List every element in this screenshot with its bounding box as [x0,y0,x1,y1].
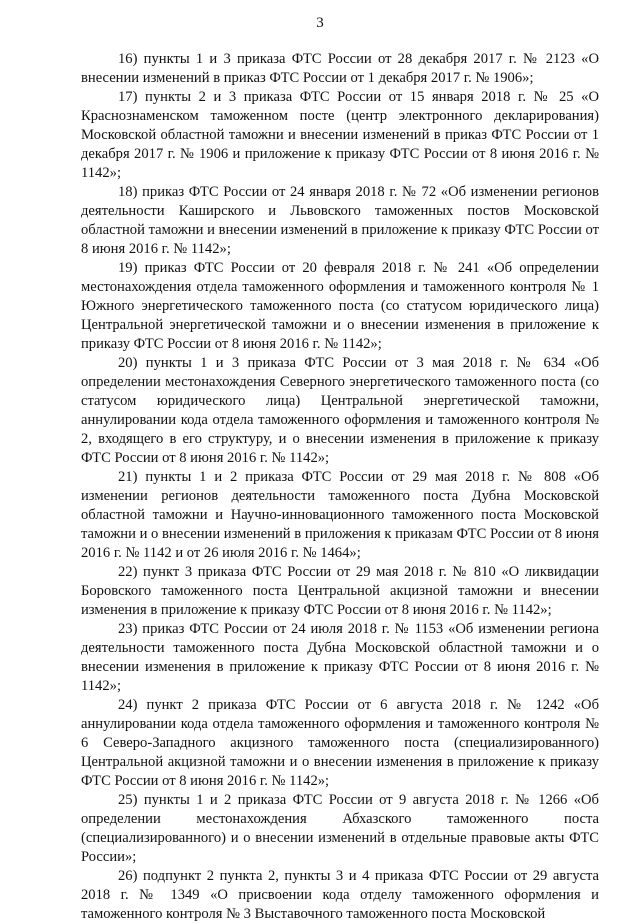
document-body [81,50,599,924]
list-item-22: 22) пункт 3 приказа ФТС России от 29 мая 2018 г. № 810 «О ликвидации Боровского таможенного поста Центральной акцизной таможни и внесении изменения в приложение к приказу ФТС России от 8 июня 2016 г. № 1142»; [81,564,599,618]
list-item-23: 23) приказ ФТС России от 24 июля 2018 г. № 1153 «Об изменении региона деятельности таможенного поста Дубна Московской областной таможни и о внесении изменения в приложение к приказу ФТС России от 8 июня 2016 г. № 1142»; [81,621,599,694]
list-item-26: 26) подпункт 2 пункта 2, пункты 3 и 4 приказа ФТС России от 29 августа 2018 г. № 1349 «О присвоении кода отделу таможенного оформления и таможенного контроля № 3 Выставочного таможенного поста Московской [81,868,599,922]
list-item-20: 20) пункты 1 и 3 приказа ФТС России от 3 мая 2018 г. № 634 «Об определении местонахождения Северного энергетического таможенного поста (со статусом юридического лица) Центральной энергетической таможни, аннулировании кода отдела таможенного оформления и таможенного контроля № 2, входящего в его структуру, и о внесении изменения в приложение к приказу ФТС России от 8 июня 2016 г. № 1142»; [81,355,599,466]
list-item-24: 24) пункт 2 приказа ФТС России от 6 августа 2018 г. № 1242 «Об аннулировании кода отдела таможенного оформления и таможенного контроля № 6 Северо-Западного акцизного таможенного поста (специализированного) Центральной акцизной таможни и о внесении изменения в приложение к приказу ФТС России от 8 июня 2016 г. № 1142»; [81,697,599,789]
page-number: 3 [316,15,324,31]
list-item-19: 19) приказ ФТС России от 20 февраля 2018 г. № 241 «Об определении местонахождения отдела таможенного оформления и таможенного контроля № 1 Южного энергетического таможенного поста (со статусом юридического лица) Центральной энергетической таможни и о внесении изменения в приложение к приказу ФТС России от 8 июня 2016 г. № 1142»; [81,260,599,352]
list-item-16: 16) пункты 1 и 3 приказа ФТС России от 28 декабря 2017 г. № 2123 «О внесении изменений в приказ ФТС России от 1 декабря 2017 г. № 1906»; [81,51,599,86]
list-item-21: 21) пункты 1 и 2 приказа ФТС России от 29 мая 2018 г. № 808 «Об изменении регионов деятельности таможенного поста Дубна Московской областной таможни и Научно-инновационного таможенного поста Московской таможни и о внесении изменений в приложения к приказам ФТС России от 8 июня 2016 г. № 1142 и от 26 июля 2016 г. № 1464»; [81,469,599,561]
list-item-18: 18) приказ ФТС России от 24 января 2018 г. № 72 «Об изменении регионов деятельности Каширского и Львовского таможенных постов Московской областной таможни и внесении изменений в приложение к приказу ФТС России от 8 июня 2016 г. № 1142»; [81,184,599,257]
list-item-25: 25) пункты 1 и 2 приказа ФТС России от 9 августа 2018 г. № 1266 «Об определении местонахождения Абхазского таможенного поста (специализированного) и о внесении изменений в отдельные правовые акты ФТС России»; [81,792,599,865]
list-item-17: 17) пункты 2 и 3 приказа ФТС России от 15 января 2018 г. № 25 «О Краснознаменском таможенном посте (центр электронного декларирования) Московской областной таможни и внесении изменений в приказ ФТС России от 1 декабря 2017 г. № 1906 и приложение к приказу ФТС России от 8 июня 2016 г. № 1142»; [81,89,599,181]
